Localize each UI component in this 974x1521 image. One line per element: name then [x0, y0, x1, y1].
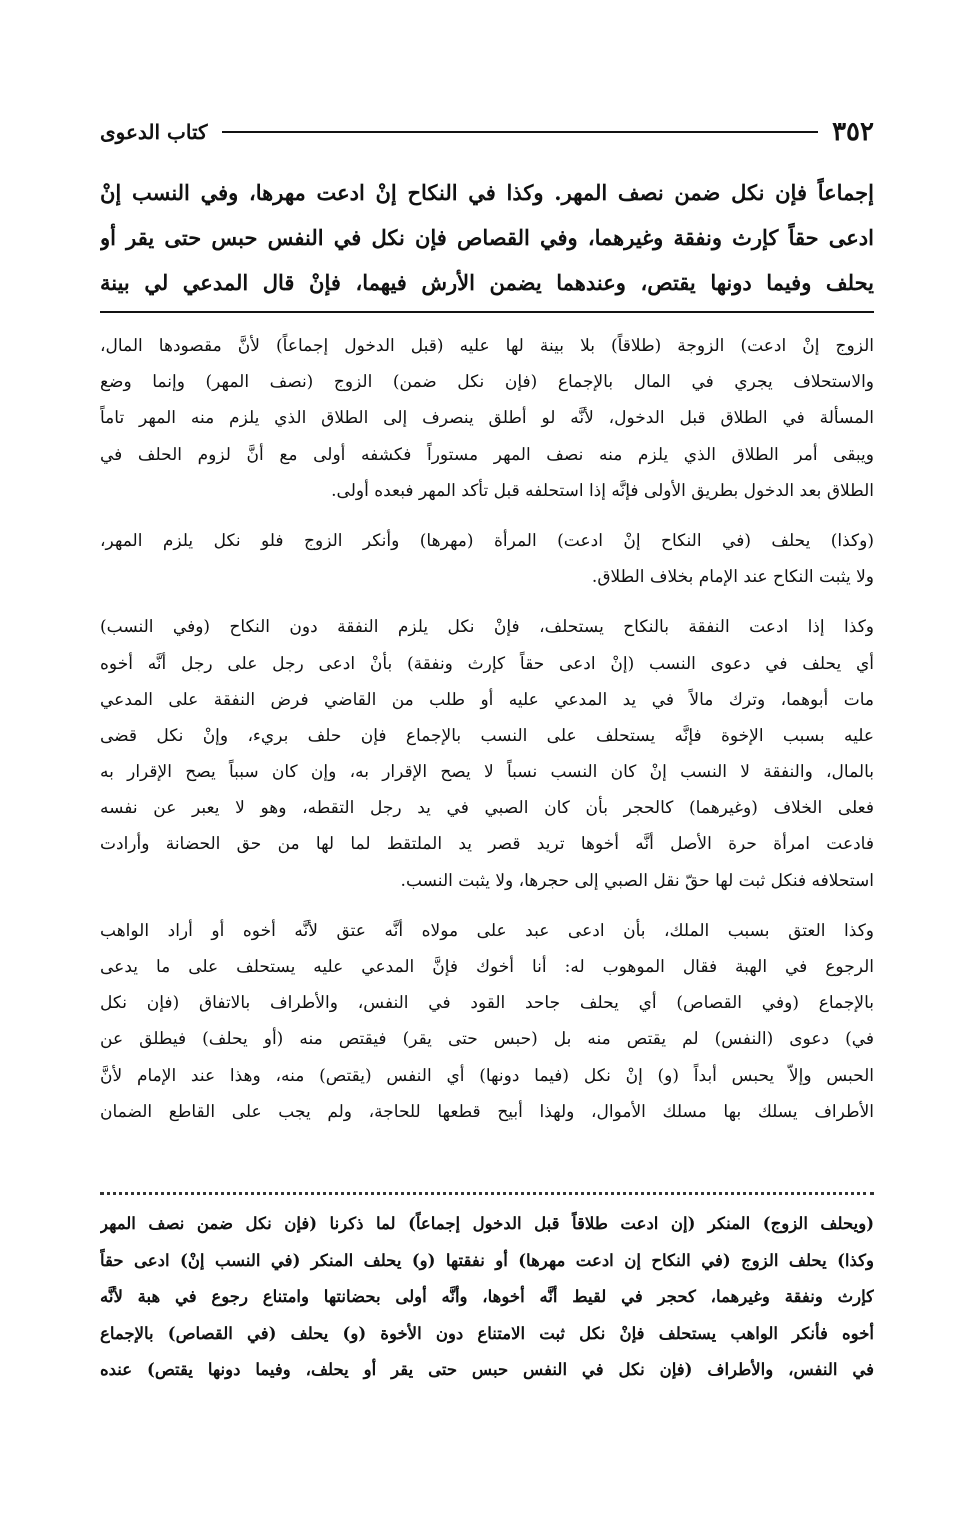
commentary-line: أي يحلف في دعوى النسب (إنْ ادعى حقاً كإرث ونفقة) بأنْ ادعى رجل على رجل أنَّه أخوه — [100, 653, 874, 674]
gloss-line: وكذا) يحلف الزوج (في النكاح إن ادعت مهرها) أو نفقتها (و) يحلف المنكر (في النسب إنْ) ادعى حقاً — [100, 1250, 874, 1270]
main-divider — [100, 311, 874, 313]
commentary-line: المسألة في الطلاق قبل الدخول، لأنَّه لو أطلق ينصرف إلى الطلاق الذي يلزم منه المهر تاماً — [100, 408, 874, 429]
gloss-line: كإرث ونفقة وغيرهما، كحجر في لقيط أنَّه أخوها، وأنَّه أولى بحضانتها وامتناع رجوع في هبة لأنَّه — [100, 1287, 874, 1307]
commentary-line: ولا يثبت النكاح عند الإمام بخلاف الطلاق. — [591, 567, 874, 588]
dotted-divider — [100, 1192, 874, 1195]
commentary-line: الرجوع في الهبة فقال الموهوب له: أنا أخوك فإنَّ المدعي عليه يستحلف على ما يدعى — [100, 957, 874, 977]
commentary-line: في) دعوى (النفس) لم يقتص منه بل (حبس حتى يقر) فيقتص منه (أو يحلف) فيطلق عن — [100, 1029, 874, 1050]
commentary-line: (وكذا) يحلف (في النكاح إنْ ادعت) المرأة (مهرها) وأنكر الزوج فلو نكل يلزم المهر، — [100, 530, 874, 551]
gloss-line: في النفس، والأطراف (فإن نكل في النفس حبس حتى يقر أو يحلف، وفيما دونها يقتص) عنده — [100, 1360, 874, 1380]
commentary-line: عليه بسبب الإخوة فإنَّه يستحلف على النسب بالإجماع فإن حلف بريء، وإنْ نكل قضى — [100, 725, 874, 746]
commentary-line: وكذا العتق بسبب الملك، بأن ادعى عبد على مولاه أنَّه عتق لأنَّه أخوه أو أراد الواهب — [100, 920, 874, 941]
main-text — [100, 170, 874, 305]
commentary-line: بالمال، والنفقة لا النسب إنْ كان النسب نسباً لا يصح الإقرار به، وإن كان سبباً يصح الإقرار به — [100, 762, 874, 783]
main-text-line: إجماعاً فإن نكل ضمن نصف المهر. وكذا في النكاح إنْ ادعت مهرها، وفي النسب إنْ — [100, 180, 874, 205]
commentary-line: فعلى الخلاف (وغيرهما) كالحجر بأن كان الصبي في يد رجل التقطه، وهو لا يعبر عن نفسه — [100, 798, 874, 819]
commentary-line: والاستحلاف يجري في المال بالإجماع (فإن نكل ضمن) الزوج (نصف المهر) وإنما وضع — [100, 372, 874, 393]
commentary-paragraph — [100, 609, 874, 899]
commentary-line: فادعت امرأة حرة الأصل أنَّه أخوها تريد قصر يد الملتقط لما لها من حق الحضانة وأرادت — [100, 834, 874, 855]
commentary-line: الزوج إنْ ادعت) الزوجة (طلاقاً) بلا بينة لها عليه (قبل الدخول إجماعاً) لأنَّ مقصودها المال، — [100, 336, 874, 356]
commentary-paragraph — [100, 523, 874, 595]
main-text-line: يحلف وفيما دونها يقتص، وعندهما يضمن الأرش فيهما، فإنْ قال المدعي لي بينة — [100, 270, 874, 295]
commentary — [100, 328, 874, 1130]
header-rule — [222, 131, 819, 133]
commentary-line: استحلافه فنكل ثبت لها حقّ نقل الصبي إلى حجرها، ولا يثبت النسب. — [400, 870, 874, 891]
running-title: كتاب الدعوى — [100, 120, 208, 144]
commentary-line: وكذا إذا ادعت النفقة بالنكاح يستحلف، فإنْ نكل يلزم النفقة دون النكاح (وفي النسب) — [100, 617, 874, 638]
commentary-line: بالإجماع (وفي القصاص) أي يحلف جاحد القود في النفس، والأطراف بالاتفاق (فإن نكل — [100, 993, 874, 1014]
commentary-line: الحبس وإلاّ يحبس أبداً (و) إنْ نكل (فيما دونها) أي النفس (يقتص) منه، وهذا عند الإمام لأنَّ — [100, 1065, 874, 1086]
commentary-line: مات أبوهما، وترك مالاً في يد المدعي عليه أو طلب من القاضي فرض النفقة على المدعي — [100, 689, 874, 710]
commentary-paragraph — [100, 913, 874, 1130]
commentary-line: ويبقى أمر الطلاق الذي يلزم منه نصف المهر مستوراً فكشفه أولى مع أنَّ لزوم الحلف في — [100, 444, 874, 465]
commentary-paragraph — [100, 328, 874, 509]
page-number: ٣٥٢ — [832, 117, 874, 147]
commentary-line: الأطراف يسلك بها مسلك الأموال، ولهذا أبيح قطعها للحاجة، ولم يجب على القاطع الضمان — [100, 1101, 874, 1122]
gloss-line: (ويحلف الزوج) المنكر (إن ادعت طلاقاً قبل الدخول إجماعاً) لما ذكرنا (فإن نكل ضمن نصف المهر — [100, 1214, 874, 1233]
commentary-line: الطلاق بعد الدخول بطريق الأولى فإنَّه إذا استحلفه قبل تأكد المهر فبعده أولى. — [331, 480, 874, 501]
gloss-section — [100, 1206, 874, 1389]
page-header — [100, 110, 874, 154]
gloss-line: أخوه فأنكر الواهب يستحلف فإنْ نكل ثبت الامتناع دون الأخوة (و) يحلف (في القصاص) بالإجماع — [100, 1323, 874, 1343]
main-text-line: ادعى حقاً كإرث ونفقة وغيرهما، وفي القصاص فإن نكل في النفس حبس حتى يقر أو — [100, 225, 874, 250]
